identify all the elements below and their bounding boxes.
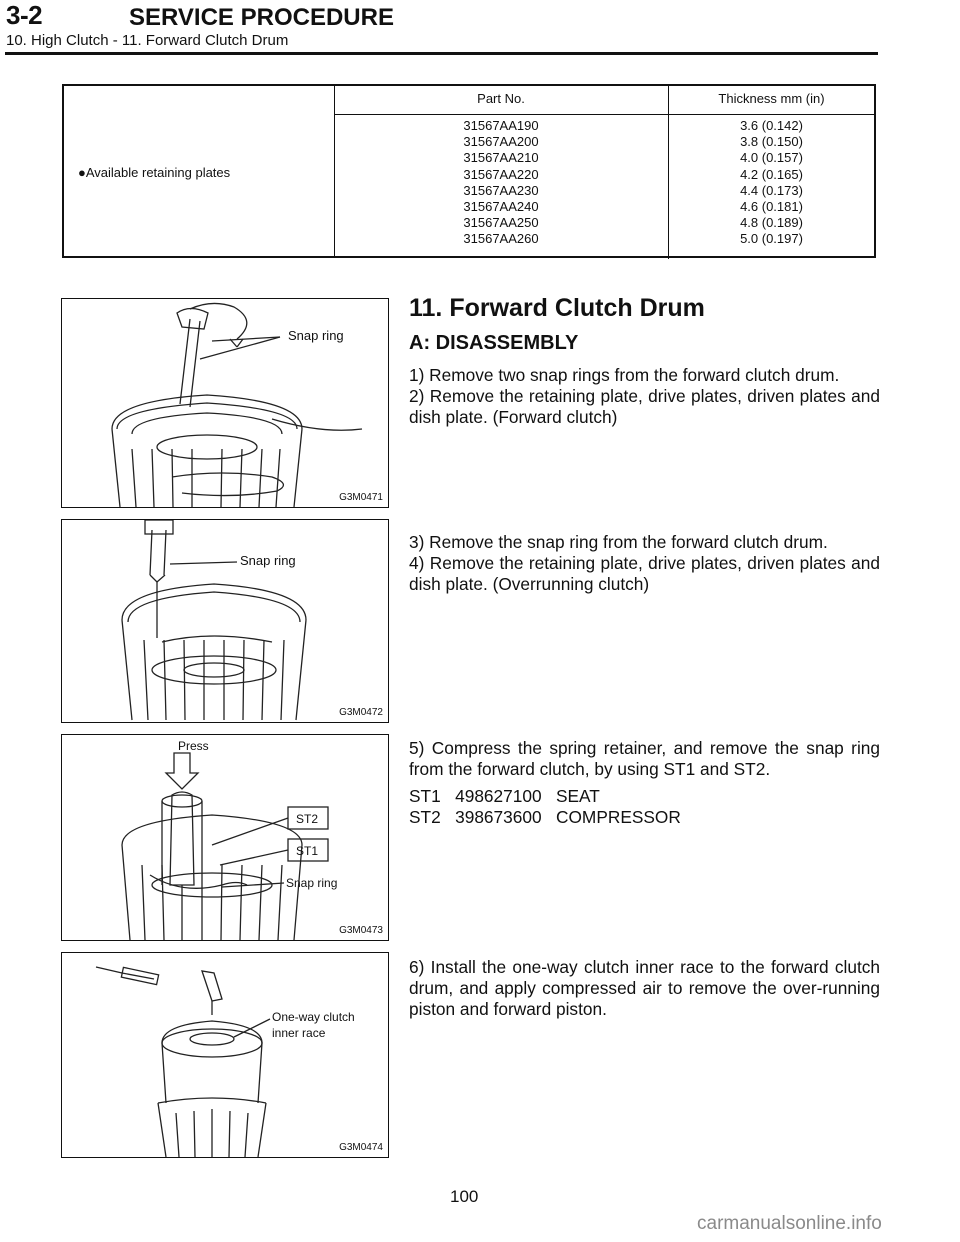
table-cell: 3.8 (0.150) <box>740 134 803 150</box>
table-cell: 31567AA240 <box>463 199 539 215</box>
table-cell: 4.2 (0.165) <box>740 166 803 182</box>
special-tool-st1: ST1 498627100 SEAT <box>409 786 600 806</box>
table-cell: 3.6 (0.142) <box>740 118 803 133</box>
table-cell: 31567AA190 <box>463 118 539 133</box>
table-cell: 31567AA210 <box>463 150 539 166</box>
figure-id: G3M0474 <box>339 1142 383 1153</box>
page-number: 100 <box>450 1187 479 1206</box>
table-cell: 4.6 (0.181) <box>740 199 803 215</box>
callout-press: Press <box>178 739 209 753</box>
part-number-column <box>334 115 669 259</box>
step-5-block <box>409 738 880 828</box>
air-gun-illustration <box>62 953 388 1157</box>
section-heading: 11. Forward Clutch Drum <box>409 294 705 322</box>
compressor-tool-illustration <box>62 735 388 940</box>
column-header-thickness: Thickness mm (in) <box>669 86 874 115</box>
table-cell: 31567AA250 <box>463 215 539 231</box>
figure-overrunning-clutch-snap-ring <box>61 519 389 723</box>
step-2: 2) Remove the retaining plate, drive plates, driven plates and dish plate. (Forward clutch) <box>409 386 880 427</box>
callout-st1: ST1 <box>296 844 319 858</box>
clutch-drum-illustration <box>62 520 388 722</box>
clutch-drum-illustration <box>62 299 388 507</box>
step-4: 4) Remove the retaining plate, drive plates, driven plates and dish plate. (Overrunning clutch) <box>409 553 880 594</box>
figure-compressed-air-pistons <box>61 952 389 1158</box>
subsection-heading: A: DISASSEMBLY <box>409 332 579 354</box>
callout-snap-ring: Snap ring <box>286 876 338 890</box>
table-cell: 4.4 (0.173) <box>740 182 803 198</box>
section-number: 3-2 <box>6 0 43 30</box>
step-6-block <box>409 957 880 1020</box>
figure-id: G3M0471 <box>339 492 383 503</box>
special-tool-st2: ST2 398673600 COMPRESSOR <box>409 807 681 827</box>
figure-compress-spring-retainer <box>61 734 389 941</box>
callout-st2: ST2 <box>296 812 319 826</box>
table-cell: 31567AA220 <box>463 166 539 182</box>
figure-forward-clutch-snap-rings <box>61 298 389 508</box>
table-cell: 31567AA200 <box>463 134 539 150</box>
callout-snap-ring: Snap ring <box>288 328 344 343</box>
callout-one-way-clutch: One-way clutch <box>272 1010 355 1024</box>
table-row-label-cell <box>64 86 335 256</box>
table-cell: 31567AA260 <box>463 231 539 247</box>
table-cell: 4.0 (0.157) <box>740 150 803 166</box>
table-cell: 5.0 (0.197) <box>740 231 803 247</box>
header-rule <box>5 52 878 55</box>
watermark: carmanualsonline.info <box>697 1213 882 1234</box>
retaining-plate-table <box>62 84 876 258</box>
section-title: SERVICE PROCEDURE <box>129 4 394 31</box>
figure-id: G3M0473 <box>339 925 383 936</box>
step-3: 3) Remove the snap ring from the forward clutch drum. <box>409 532 828 552</box>
figure-id: G3M0472 <box>339 707 383 718</box>
page-subtitle: 10. High Clutch - 11. Forward Clutch Drum <box>6 32 289 49</box>
step-5: 5) Compress the spring retainer, and remove the snap ring from the forward clutch, by using ST1 and ST2. <box>409 738 880 779</box>
callout-inner-race: inner race <box>272 1026 326 1040</box>
table-cell: 31567AA230 <box>463 182 539 198</box>
callout-snap-ring: Snap ring <box>240 553 296 568</box>
thickness-column <box>669 115 874 248</box>
step-6: 6) Install the one-way clutch inner race to the forward clutch drum, and apply compressed air to remove the over-running piston and forward piston. <box>409 957 880 1019</box>
step-1: 1) Remove two snap rings from the forward clutch drum. <box>409 365 840 385</box>
column-header-part-no: Part No. <box>334 86 669 115</box>
table-cell: 4.8 (0.189) <box>740 215 803 231</box>
steps-1-2 <box>409 365 880 428</box>
steps-3-4 <box>409 532 880 595</box>
table-row-label: ●Available retaining plates <box>78 165 231 180</box>
